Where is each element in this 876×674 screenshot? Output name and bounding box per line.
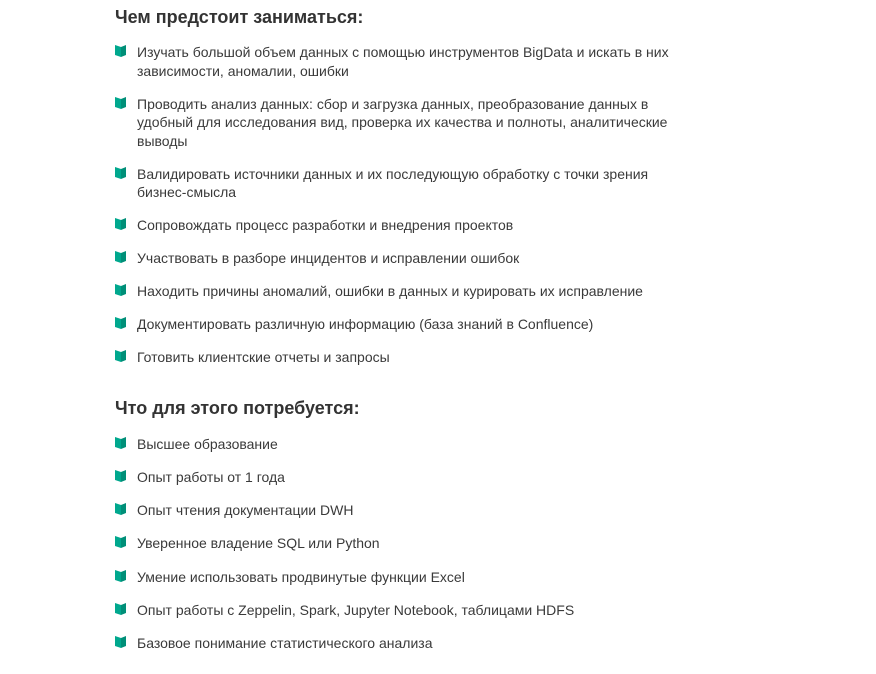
list-item [115, 95, 675, 151]
list-item-text: Документировать различную информацию (база знаний в Confluence) [137, 316, 594, 332]
list-item-text: Высшее образование [137, 435, 278, 452]
list-item [115, 348, 675, 367]
list-item-text: Опыт работы от 1 года [137, 468, 285, 485]
bullet-icon [115, 470, 126, 482]
list-item-text: Проводить анализ данных: сбор и загрузка данных, преобразование данных в удобный для исследования вид, проверка их качества и полноты, аналитические выводы [137, 95, 668, 149]
bullet-icon [115, 317, 126, 329]
list-item-text: Базовое понимание статистического анализа [137, 635, 433, 652]
bullet-icon [115, 350, 126, 362]
duties-heading: Чем предстоит заниматься: [115, 7, 364, 27]
list-item [115, 501, 675, 520]
list-item-text: Валидировать источники данных и их последующую обработку с точки зрения бизнес-смысла [137, 165, 649, 200]
vacancy-description [115, 0, 675, 668]
list-item [115, 601, 675, 620]
bullet-icon [115, 503, 126, 515]
bullet-icon [115, 437, 126, 449]
list-item-text: Сопровождать процесс разработки и внедрения проектов [137, 217, 514, 233]
list-item [115, 216, 675, 235]
bullet-icon [115, 218, 126, 230]
list-item-text: Готовить клиентские отчеты и запросы [137, 349, 390, 365]
bullet-icon [115, 536, 126, 548]
list-item-text: Изучать большой объем данных с помощью инструментов BigData и искать в них зависимости, аномалии, ошибки [137, 44, 669, 79]
list-item-text: Участвовать в разборе инцидентов и исправлении ошибок [137, 250, 520, 266]
list-item-text: Опыт работы с Zeppelin, Spark, Jupyter Notebook, таблицами HDFS [137, 601, 575, 618]
bullet-icon [115, 284, 126, 296]
bullet-icon [115, 251, 126, 263]
list-item [115, 249, 675, 268]
bullet-icon [115, 45, 126, 57]
list-item [115, 435, 675, 454]
bullet-icon [115, 636, 126, 648]
bullet-icon [115, 97, 126, 109]
requirements-heading: Что для этого потребуется: [115, 397, 360, 418]
list-item [115, 634, 675, 653]
list-item [115, 165, 675, 202]
list-item-text: Находить причины аномалий, ошибки в данных и курировать их исправление [137, 283, 643, 299]
list-item [115, 282, 675, 301]
list-item [115, 315, 675, 334]
bullet-icon [115, 167, 126, 179]
list-item [115, 568, 675, 587]
list-item-text: Уверенное владение SQL или Python [137, 535, 380, 552]
list-item [115, 43, 675, 80]
bullet-icon [115, 570, 126, 582]
requirements-list [115, 435, 675, 653]
list-item [115, 534, 675, 553]
list-item-text: Умение использовать продвинутые функции Excel [137, 568, 465, 585]
duties-list [115, 43, 675, 367]
list-item [115, 468, 675, 487]
list-item-text: Опыт чтения документации DWH [137, 502, 354, 519]
bullet-icon [115, 603, 126, 615]
